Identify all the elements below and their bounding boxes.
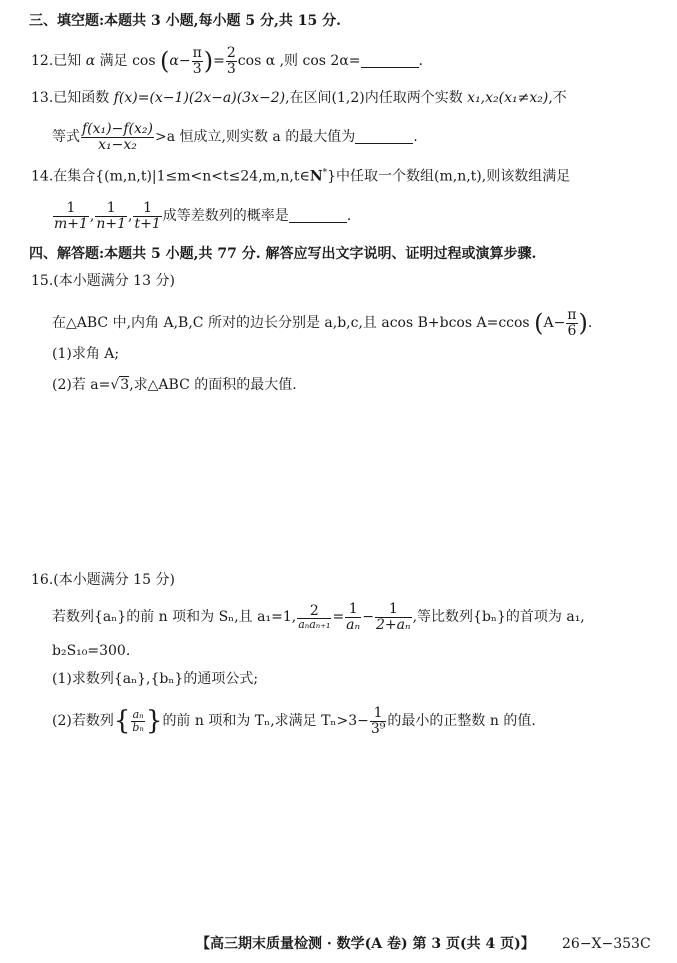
text: ,求△ABC 的面积的最大值. xyxy=(129,377,297,393)
minus: − xyxy=(362,609,374,626)
text: (2)若 a= xyxy=(52,377,111,393)
text: ,在区间(1,2)内任取两个实数 xyxy=(285,90,463,106)
denominator: t+1 xyxy=(134,215,161,232)
period: . xyxy=(587,315,593,332)
denominator: m+1 xyxy=(54,215,88,232)
text: 满足 cos xyxy=(99,53,156,70)
section-heading-solutions: 四、解答题:本题共 5 小题,共 77 分. 解答应写出文字说明、证明过程或演算步骤. xyxy=(29,246,537,262)
text: 已知函数 xyxy=(53,90,110,106)
text: }中任取一个数组(m,n,t),则该数组满足 xyxy=(327,168,571,185)
star: * xyxy=(322,168,328,178)
alpha-symbol: α xyxy=(85,53,96,70)
answer-blank xyxy=(361,66,419,68)
denominator: n+1 xyxy=(96,215,127,232)
denominator: 6 xyxy=(567,322,577,339)
answer-blank xyxy=(355,142,413,144)
text: (2)若数列 xyxy=(52,713,114,730)
question-12 xyxy=(31,46,423,76)
period: . xyxy=(418,53,423,70)
denominator: x₁−x₂ xyxy=(98,136,137,153)
numerator: π xyxy=(567,307,577,323)
fraction-pi-over-3 xyxy=(192,46,203,76)
text: 在△ABC 中,内角 A,B,C 所对的边长分别是 a,b,c,且 acos B+bcos A=ccos xyxy=(52,315,530,332)
numerator: 2 xyxy=(297,604,331,620)
brace-open: { xyxy=(113,706,131,737)
text: 等式 xyxy=(52,129,80,146)
fraction-1-over-an xyxy=(345,602,361,632)
denominator: 3 xyxy=(192,60,202,77)
set-N: N xyxy=(309,168,323,185)
question-13-line-2 xyxy=(52,122,418,152)
question-15-stem xyxy=(52,308,592,338)
expr: A− xyxy=(543,315,566,332)
fraction-1-over-2an xyxy=(375,602,412,632)
question-15-header xyxy=(31,274,175,288)
equals: = xyxy=(332,609,345,626)
numerator: 1 xyxy=(53,201,89,217)
paren-close: ) xyxy=(578,309,588,338)
denominator: aₙaₙ₊₁ xyxy=(298,618,331,632)
section-heading-fill-in: 三、填空题:本题共 3 小题,每小题 5 分,共 15 分. xyxy=(29,13,341,29)
paren-open: ( xyxy=(534,309,544,338)
text: 的最小的正整数 n 的值. xyxy=(387,713,536,730)
numerator: 2 xyxy=(226,45,236,61)
question-15-part-1: (1)求角 A; xyxy=(52,346,120,362)
radicand: 3 xyxy=(120,377,130,393)
question-16-part-1: (1)求数列{aₙ},{bₙ}的通项公式; xyxy=(52,671,259,687)
question-number: 16. xyxy=(31,572,54,588)
numerator: 1 xyxy=(95,201,127,217)
question-16-stem-line-2: b₂S₁₀=300. xyxy=(52,643,131,659)
fraction-1-over-t1 xyxy=(133,201,161,231)
question-16-part-2 xyxy=(52,706,536,736)
fraction-an-over-bn xyxy=(131,709,145,733)
text: 若数列{aₙ}的前 n 项和为 Sₙ,且 a₁=1, xyxy=(52,609,297,626)
numerator: 1 xyxy=(345,602,361,618)
denominator: aₙ xyxy=(346,616,361,633)
question-number: 12. xyxy=(31,53,54,70)
question-14-line-2 xyxy=(52,201,351,231)
text: 的前 n 项和为 Tₙ,求满足 Tₙ>3− xyxy=(162,713,369,730)
numerator: 1 xyxy=(375,602,412,618)
denominator: bₙ xyxy=(132,720,144,734)
comma: , xyxy=(89,208,95,225)
text: cos α ,则 cos 2α= xyxy=(237,53,361,70)
fraction-2-over-anan1 xyxy=(297,604,331,631)
numerator: f(x₁)−f(x₂) xyxy=(82,121,153,137)
function-expr: f(x)=(x−1)(2x−a)(3x−2) xyxy=(113,90,286,106)
fraction-difference-quotient xyxy=(81,122,154,152)
text: 在集合{(m,n,t)|1≤m<n<t≤24,m,n,t∈ xyxy=(53,168,310,185)
period: . xyxy=(346,208,352,225)
denominator: 2+aₙ xyxy=(375,616,411,633)
fraction-1-over-3-pow-9 xyxy=(370,706,387,736)
question-number: 15. xyxy=(31,273,54,289)
question-13-line-1 xyxy=(31,91,567,105)
numerator: aₙ xyxy=(132,708,144,722)
question-16-header xyxy=(31,573,175,587)
fraction-2-over-3 xyxy=(226,46,237,76)
footer-exam-info: 【高三期末质量检测 · 数学(A 卷) 第 3 页(共 4 页)】 xyxy=(196,936,535,952)
fraction-1-over-n1 xyxy=(95,201,127,231)
numerator: π xyxy=(192,45,202,61)
brace-close: } xyxy=(145,706,163,737)
denominator: 3⁹ xyxy=(370,720,386,737)
comma: , xyxy=(128,208,133,225)
text: 成等差数列的概率是 xyxy=(162,208,289,225)
denominator: 3 xyxy=(226,60,236,77)
fraction-1-over-m1 xyxy=(53,201,89,231)
question-number: 13. xyxy=(31,90,54,106)
text: ,等比数列{bₙ}的首项为 a₁, xyxy=(412,609,585,626)
score-note: (本小题满分 15 分) xyxy=(53,572,175,588)
sqrt-sign: √ xyxy=(110,377,120,393)
paren-close: ) xyxy=(203,47,214,76)
answer-blank xyxy=(289,221,347,223)
fraction-pi-over-6 xyxy=(566,308,577,338)
numerator: 1 xyxy=(133,201,161,217)
footer-code: 26−X−353C xyxy=(562,936,651,952)
question-number: 14. xyxy=(31,168,54,185)
question-15-part-2 xyxy=(52,378,297,392)
question-14-line-1 xyxy=(31,169,570,184)
paren-open: ( xyxy=(160,47,170,76)
vars-expr: x₁,x₂(x₁≠x₂) xyxy=(467,90,549,106)
text: 已知 xyxy=(53,53,82,70)
text: ,不 xyxy=(548,90,567,106)
numerator: 1 xyxy=(370,706,387,722)
equals: = xyxy=(213,53,225,70)
question-16-stem-line-1 xyxy=(52,602,585,632)
text: >a 恒成立,则实数 a 的最大值为 xyxy=(154,129,356,146)
period: . xyxy=(413,129,418,146)
expr: α− xyxy=(169,53,191,70)
score-note: (本小题满分 13 分) xyxy=(53,273,175,289)
